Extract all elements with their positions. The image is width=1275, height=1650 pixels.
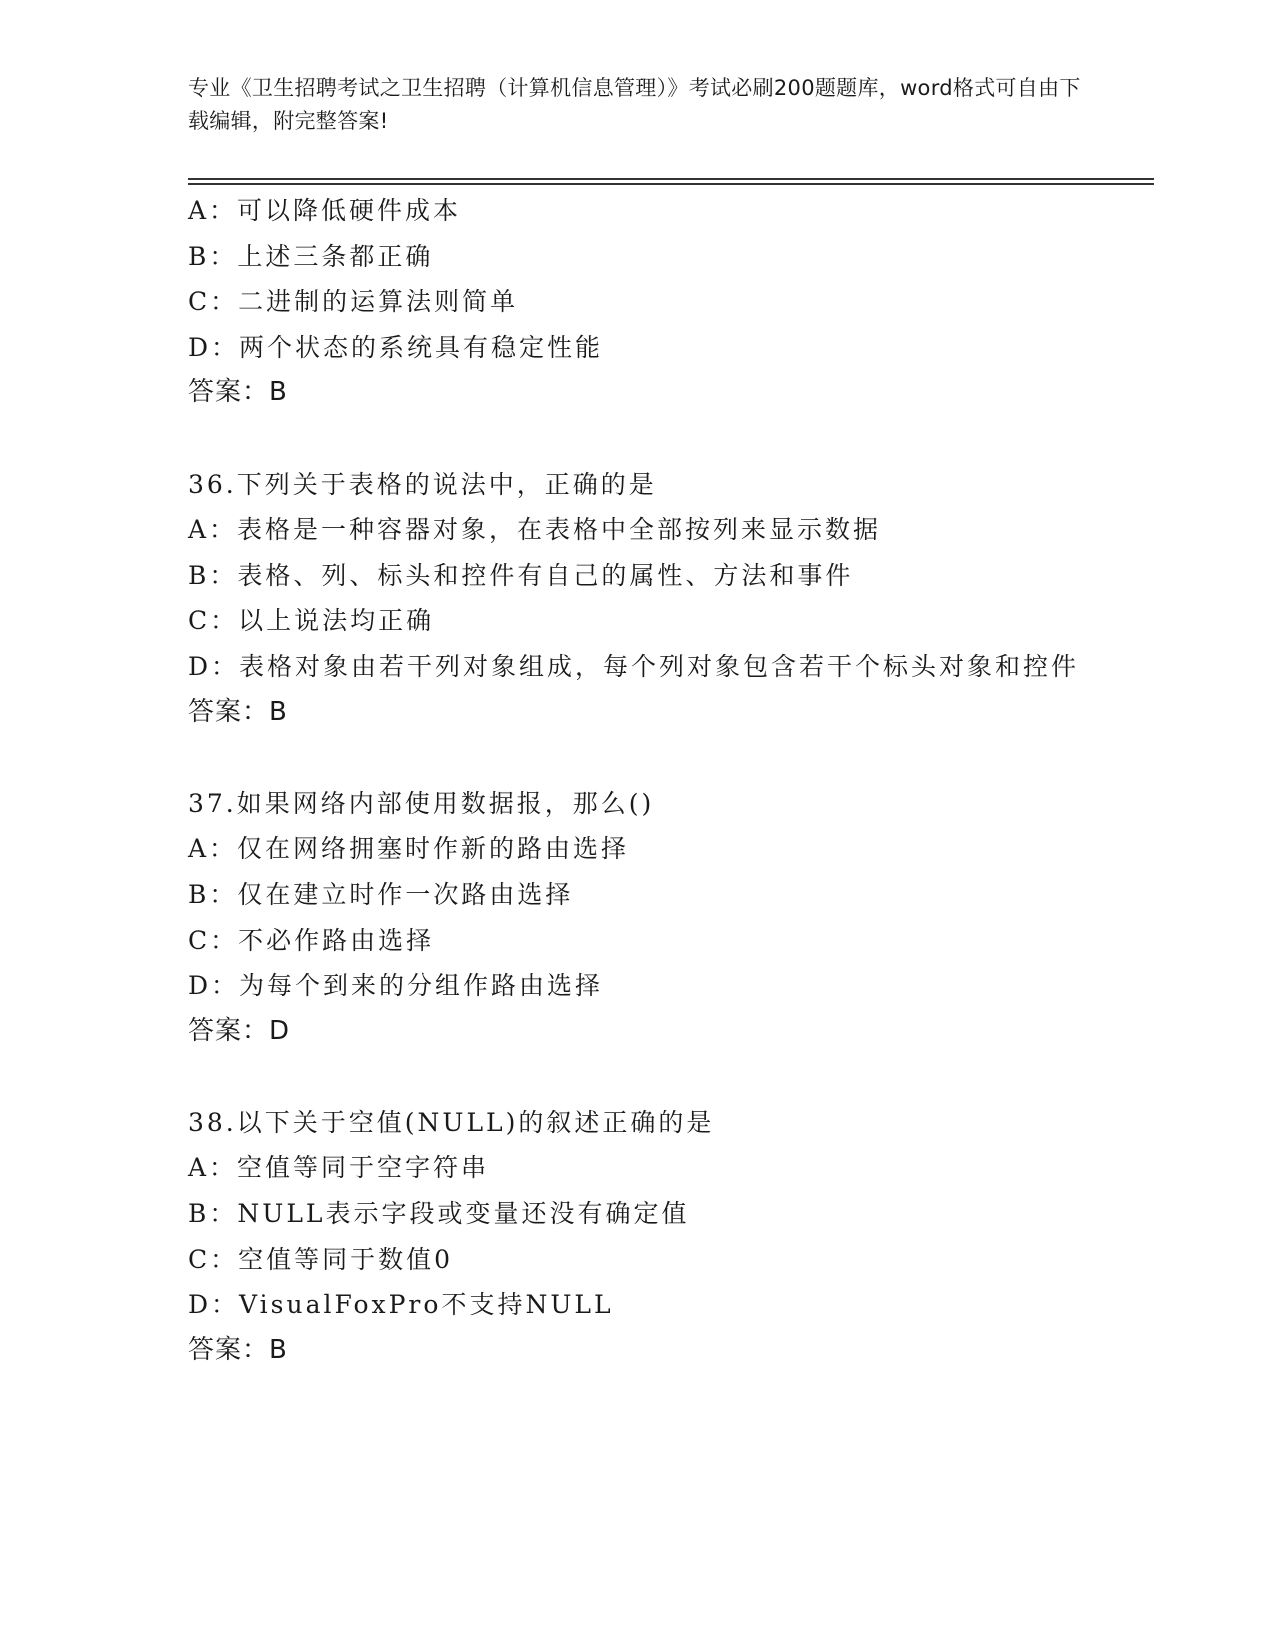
- option-c: C：以上说法均正确: [188, 606, 435, 636]
- header-rule-top: [188, 178, 1154, 180]
- option-a: A：表格是一种容器对象，在表格中全部按列来显示数据: [188, 515, 882, 545]
- option-b: B：仅在建立时作一次路由选择: [188, 879, 574, 909]
- answer: 答案：D: [188, 1015, 291, 1046]
- option-c: C：空值等同于数值0: [188, 1244, 454, 1274]
- option-b: B：表格、列、标头和控件有自己的属性、方法和事件: [188, 560, 854, 590]
- answer: 答案：B: [188, 377, 288, 408]
- option-b: B：NULL表示字段或变量还没有确定值: [188, 1199, 690, 1229]
- spacer: [188, 416, 1088, 462]
- question-block-36: [188, 462, 1088, 736]
- question-text: 38.以下关于空值(NULL)的叙述正确的是: [188, 1107, 715, 1137]
- question-block-37: [188, 781, 1088, 1055]
- option-a: A：可以降低硬件成本: [188, 196, 462, 225]
- header-rule-bottom: [188, 183, 1154, 185]
- question-list: [188, 188, 1088, 1373]
- spacer: [188, 735, 1088, 781]
- option-c: C：不必作路由选择: [188, 925, 435, 955]
- question-block-38: [188, 1100, 1088, 1374]
- option-d: D：VisualFoxPro不支持NULL: [188, 1290, 614, 1320]
- answer: 答案：B: [188, 696, 288, 727]
- option-a: A：仅在网络拥塞时作新的路由选择: [188, 834, 630, 864]
- answer: 答案：B: [188, 1334, 288, 1365]
- option-d: D：表格对象由若干列对象组成，每个列对象包含若干个标头对象和控件: [188, 651, 1080, 681]
- question-text: 37.如果网络内部使用数据报，那么(): [188, 788, 655, 818]
- spacer: [188, 1054, 1088, 1100]
- option-c: C：二进制的运算法则简单: [188, 287, 519, 317]
- question-text: 36.下列关于表格的说法中，正确的是: [188, 469, 657, 499]
- option-a: A：空值等同于空字符串: [188, 1153, 490, 1183]
- option-d: D：两个状态的系统具有稳定性能: [188, 332, 604, 362]
- question-block-35: [188, 188, 1088, 416]
- document-header: 专业《卫生招聘考试之卫生招聘（计算机信息管理）》考试必刷200题题库，word格式可自由下载编辑，附完整答案!: [188, 76, 1081, 133]
- option-b: B：上述三条都正确: [188, 241, 434, 271]
- option-d: D：为每个到来的分组作路由选择: [188, 971, 604, 1001]
